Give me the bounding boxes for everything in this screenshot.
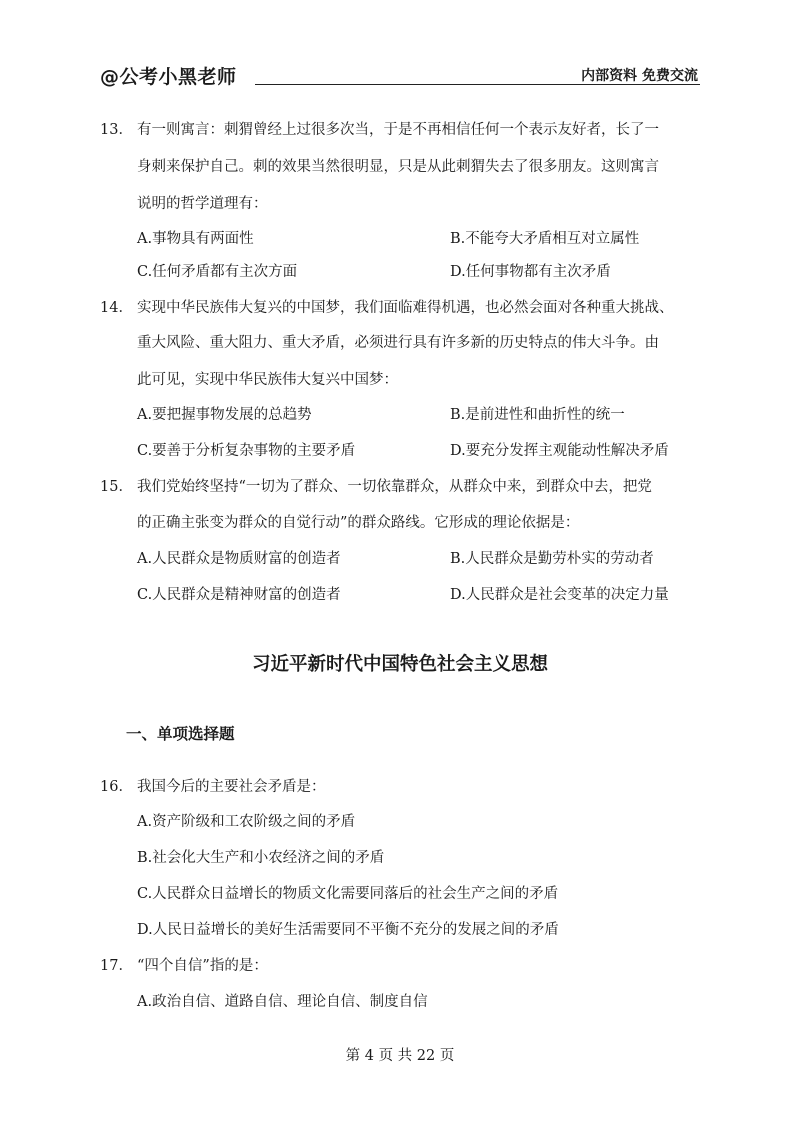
option-c: C.人民群众是精神财富的创造者 — [137, 587, 341, 603]
question-number: 17． — [100, 958, 133, 974]
option-c: C.人民群众日益增长的物质文化需要同落后的社会生产之间的矛盾 — [137, 886, 559, 902]
question-text: 实现中华民族伟大复兴的中国梦，我们面临难得机遇，也必然会面对各种重大挑战、 — [137, 300, 674, 316]
option-a: A.要把握事物发展的总趋势 — [137, 407, 312, 423]
question-text: 重大风险、重大阻力、重大矛盾，必须进行具有许多新的历史特点的伟大斗争。由 — [137, 335, 659, 351]
question-text: 有一则寓言：刺猬曾经上过很多次当，于是不再相信任何一个表示友好者，长了一 — [137, 122, 659, 138]
question-text: 此可见，实现中华民族伟大复兴中国梦： — [137, 372, 398, 388]
option-d: D.人民日益增长的美好生活需要同不平衡不充分的发展之间的矛盾 — [137, 922, 559, 938]
question-text: 的正确主张变为群众的自觉行动”的群众路线。它形成的理论依据是： — [137, 515, 580, 531]
option-b: B.人民群众是勤劳朴实的劳动者 — [450, 551, 654, 567]
section-title: 习近平新时代中国特色社会主义思想 — [251, 654, 548, 675]
option-d: D.要充分发挥主观能动性解决矛盾 — [450, 443, 669, 459]
question-number: 16． — [100, 779, 133, 795]
option-a: A.资产阶级和工农阶级之间的矛盾 — [137, 814, 356, 830]
question-text: 我国今后的主要社会矛盾是： — [137, 779, 326, 795]
option-c: C.要善于分析复杂事物的主要矛盾 — [137, 443, 356, 459]
page-header — [100, 62, 700, 86]
header-tag: 内部资料 免费交流 — [581, 68, 698, 84]
question-number: 14． — [100, 300, 133, 316]
page-footer: 第 4 页 共 22 页 — [345, 1048, 455, 1064]
option-c: C.任何矛盾都有主次方面 — [137, 264, 298, 280]
option-b: B.不能夸大矛盾相互对立属性 — [450, 231, 640, 247]
option-d: D.人民群众是社会变革的决定力量 — [450, 587, 669, 603]
question-text: 说明的哲学道理有： — [137, 196, 268, 212]
question-number: 15． — [100, 479, 133, 495]
question-text: 身刺来保护自己。刺的效果当然很明显，只是从此刺猬失去了很多朋友。这则寓言 — [137, 159, 659, 175]
option-b: B.是前进性和曲折性的统一 — [450, 407, 625, 423]
option-a: A.事物具有两面性 — [137, 231, 254, 247]
option-a: A.人民群众是物质财富的创造者 — [137, 551, 341, 567]
question-text: “四个自信”指的是： — [137, 958, 268, 974]
option-a: A.政治自信、道路自信、理论自信、制度自信 — [137, 994, 428, 1010]
question-text: 我们党始终坚持“一切为了群众、一切依靠群众，从群众中来，到群众中去，把党 — [137, 479, 652, 495]
option-b: B.社会化大生产和小农经济之间的矛盾 — [137, 850, 385, 866]
subsection-title: 一、单项选择题 — [126, 725, 235, 743]
option-d: D.任何事物都有主次矛盾 — [450, 264, 611, 280]
brand-label: @公考小黑老师 — [100, 66, 237, 88]
question-number: 13． — [100, 122, 133, 138]
